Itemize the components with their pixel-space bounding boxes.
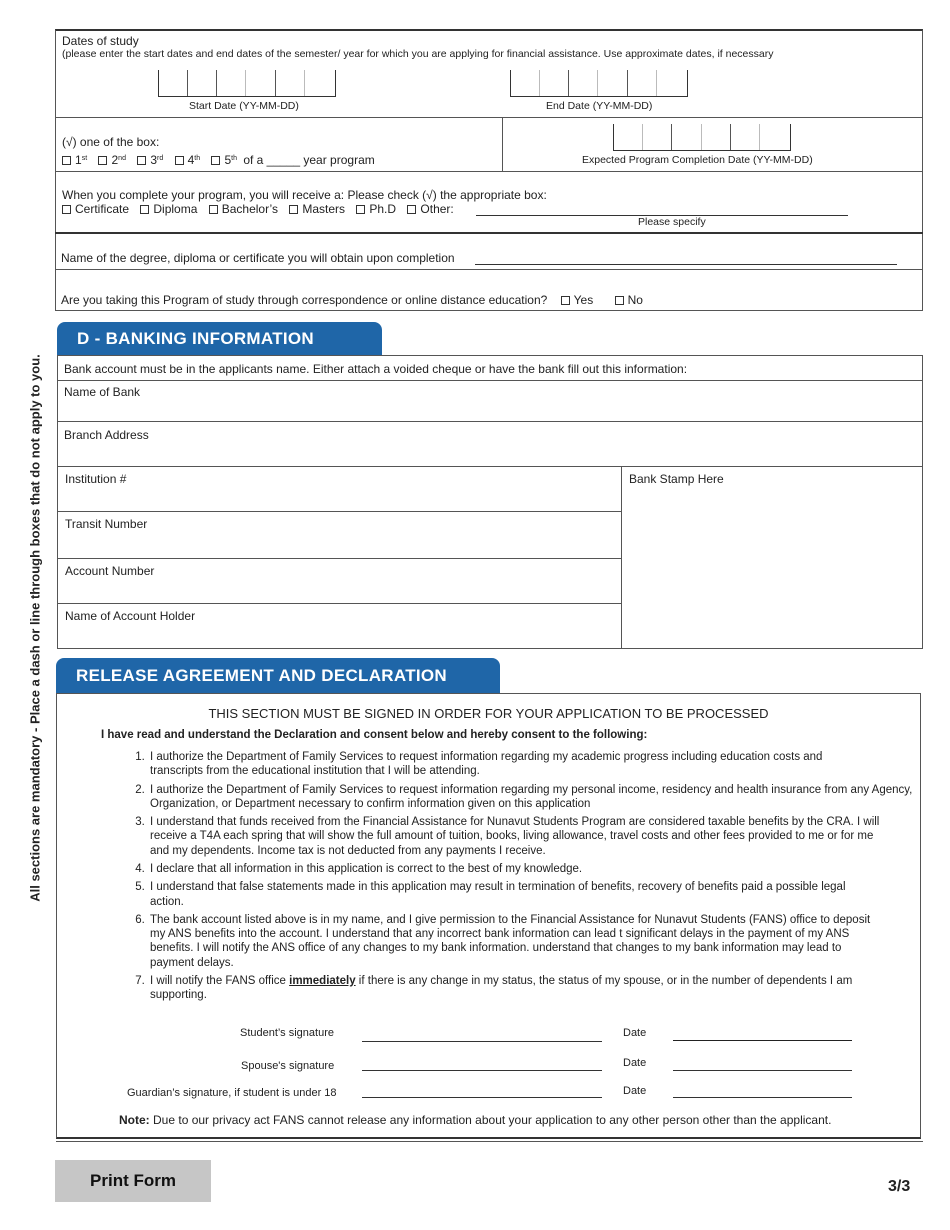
year-option-3[interactable]: 3rd bbox=[137, 153, 163, 167]
account-number-label: Account Number bbox=[65, 564, 155, 578]
release-section-tab: RELEASE AGREEMENT AND DECLARATION bbox=[56, 658, 500, 694]
declaration-item: 3. I understand that funds received from the Financial Assistance for Nunavut Students Program are considered taxable benefits by the CRA. I will receive a T4A each spring that will show the full amount of tuition, books, living allowance, travel costs and other fees provided to me or for me and my dependents. Income tax is not deducted from any payments I receive. bbox=[148, 815, 950, 858]
credential-specify-label: Please specify bbox=[638, 216, 706, 228]
start-date-input[interactable] bbox=[158, 70, 336, 97]
bank-name-label: Name of Bank bbox=[64, 385, 141, 399]
account-holder-label: Name of Account Holder bbox=[65, 609, 196, 623]
end-date-label: End Date (YY-MM-DD) bbox=[546, 100, 653, 112]
guardian-signature-label: Guardian’s signature, if student is under 18 bbox=[127, 1087, 337, 1099]
end-date-input[interactable] bbox=[510, 70, 688, 97]
transit-number-label: Transit Number bbox=[65, 517, 148, 531]
credential-phd[interactable]: Ph.D bbox=[356, 202, 396, 216]
spouse-signature-field[interactable] bbox=[362, 1070, 602, 1071]
year-option-1[interactable]: 1st bbox=[62, 153, 87, 167]
checkbox-icon[interactable] bbox=[209, 205, 218, 214]
checkbox-icon[interactable] bbox=[407, 205, 416, 214]
checkbox-icon[interactable] bbox=[561, 296, 570, 305]
credential-prompt: When you complete your program, you will receive a: Please check (√) the appropriate box: bbox=[62, 188, 547, 202]
credential-other[interactable]: Other: bbox=[407, 202, 453, 216]
year-option-2[interactable]: 2nd bbox=[98, 153, 125, 167]
year-option-4[interactable]: 4th bbox=[175, 153, 201, 167]
declaration-item: 7. I will notify the FANS office immediately if there is any change in my status, the status of my spouse, or in the number of dependents I am supporting. bbox=[148, 974, 950, 1002]
student-signature-field[interactable] bbox=[362, 1041, 602, 1042]
credential-options bbox=[62, 202, 462, 216]
bank-stamp-label: Bank Stamp Here bbox=[629, 472, 724, 486]
checkbox-icon[interactable] bbox=[356, 205, 365, 214]
checkbox-icon[interactable] bbox=[62, 156, 71, 165]
distance-education-question: Are you taking this Program of study through correspondence or online distance education? Yes No bbox=[61, 293, 643, 307]
branch-address-label: Branch Address bbox=[64, 428, 149, 442]
checkbox-icon[interactable] bbox=[98, 156, 107, 165]
student-date-field[interactable] bbox=[673, 1040, 852, 1041]
banking-intro: Bank account must be in the applicants name. Either attach a voided cheque or have the bank fill out this information: bbox=[64, 362, 688, 376]
checkbox-icon[interactable] bbox=[211, 156, 220, 165]
program-year-options bbox=[62, 153, 375, 167]
credential-diploma[interactable]: Diploma bbox=[140, 202, 197, 216]
declaration-item: 5. I understand that false statements made in this application may result in termination of benefits, recovery of benefits paid a possible legal action. bbox=[148, 880, 950, 908]
credential-masters[interactable]: Masters bbox=[289, 202, 345, 216]
dates-of-study-instructions: (please enter the start dates and end dates of the semester/ year for which you are applying for financial assistance. Use approximate dates, if necessary bbox=[62, 48, 774, 60]
checkbox-icon[interactable] bbox=[137, 156, 146, 165]
page-number: 3/3 bbox=[888, 1178, 911, 1195]
privacy-note: Note: Due to our privacy act FANS cannot release any information about your application to any other person other than the applicant. bbox=[119, 1113, 832, 1127]
consent-statement: I have read and understand the Declaration and consent below and hereby consent to the following: bbox=[101, 729, 648, 741]
institution-number-label: Institution # bbox=[65, 472, 127, 486]
spouse-date-field[interactable] bbox=[673, 1070, 852, 1071]
guardian-date-field[interactable] bbox=[673, 1097, 852, 1098]
credential-certificate[interactable]: Certificate bbox=[62, 202, 129, 216]
spouse-date-label: Date bbox=[623, 1057, 647, 1069]
banking-section-tab: D - BANKING INFORMATION bbox=[57, 322, 382, 356]
declaration-list bbox=[100, 750, 950, 1007]
credential-bachelors[interactable]: Bachelor’s bbox=[209, 202, 278, 216]
program-year-check-label: (√) one of the box: bbox=[62, 135, 160, 149]
checkbox-icon[interactable] bbox=[140, 205, 149, 214]
degree-name-field[interactable] bbox=[475, 264, 897, 265]
distance-yes[interactable]: Yes bbox=[561, 293, 594, 307]
year-option-5[interactable]: 5th bbox=[211, 153, 237, 167]
completion-date-label: Expected Program Completion Date (YY-MM-DD) bbox=[582, 154, 813, 166]
spouse-signature-label: Spouse's signature bbox=[241, 1060, 335, 1072]
year-program-length: of a _____ year program bbox=[243, 153, 375, 167]
dates-of-study-title: Dates of study bbox=[62, 34, 139, 48]
declaration-item: 4. I declare that all information in this application is correct to the best of my knowledge. bbox=[148, 862, 950, 876]
start-date-label: Start Date (YY-MM-DD) bbox=[189, 100, 299, 112]
checkbox-icon[interactable] bbox=[289, 205, 298, 214]
banking-section bbox=[57, 355, 923, 649]
declaration-item: 1. I authorize the Department of Family Services to request information regarding my academic progress including education costs and transcripts from the educational institution that I will be attending. bbox=[148, 750, 950, 778]
print-form-button[interactable]: Print Form bbox=[55, 1160, 211, 1202]
guardian-signature-field[interactable] bbox=[362, 1097, 602, 1098]
checkbox-icon[interactable] bbox=[175, 156, 184, 165]
checkbox-icon[interactable] bbox=[62, 205, 71, 214]
distance-no[interactable]: No bbox=[615, 293, 643, 307]
degree-name-label: Name of the degree, diploma or certificate you will obtain upon completion bbox=[61, 251, 455, 265]
student-signature-label: Student’s signature bbox=[240, 1027, 334, 1039]
checkbox-icon[interactable] bbox=[615, 296, 624, 305]
guardian-date-label: Date bbox=[623, 1085, 647, 1097]
declaration-item: 2. I authorize the Department of Family Services to request information regarding my personal income, residency and health insurance from any Agency, Organization, or Department necessary to confirm information given on this application bbox=[148, 783, 950, 811]
student-date-label: Date bbox=[623, 1027, 647, 1039]
declaration-item: 6. The bank account listed above is in my name, and I give permission to the Financial Assistance for Nunavut Students (FANS) office to deposit my ANS benefits into the account. I understand that any incorrect bank information can lead t significant delays in the payment of my ANS benefits. I will notify the ANS office of any changes to my bank information. understand that changes to my bank information may lead to payment delays. bbox=[148, 913, 950, 970]
completion-date-input[interactable] bbox=[613, 124, 791, 151]
sidebar-mandatory-note: All sections are mandatory - Place a dash or line through boxes that do not apply to you. bbox=[27, 354, 43, 902]
must-sign-notice: THIS SECTION MUST BE SIGNED IN ORDER FOR YOUR APPLICATION TO BE PROCESSED bbox=[208, 706, 769, 721]
